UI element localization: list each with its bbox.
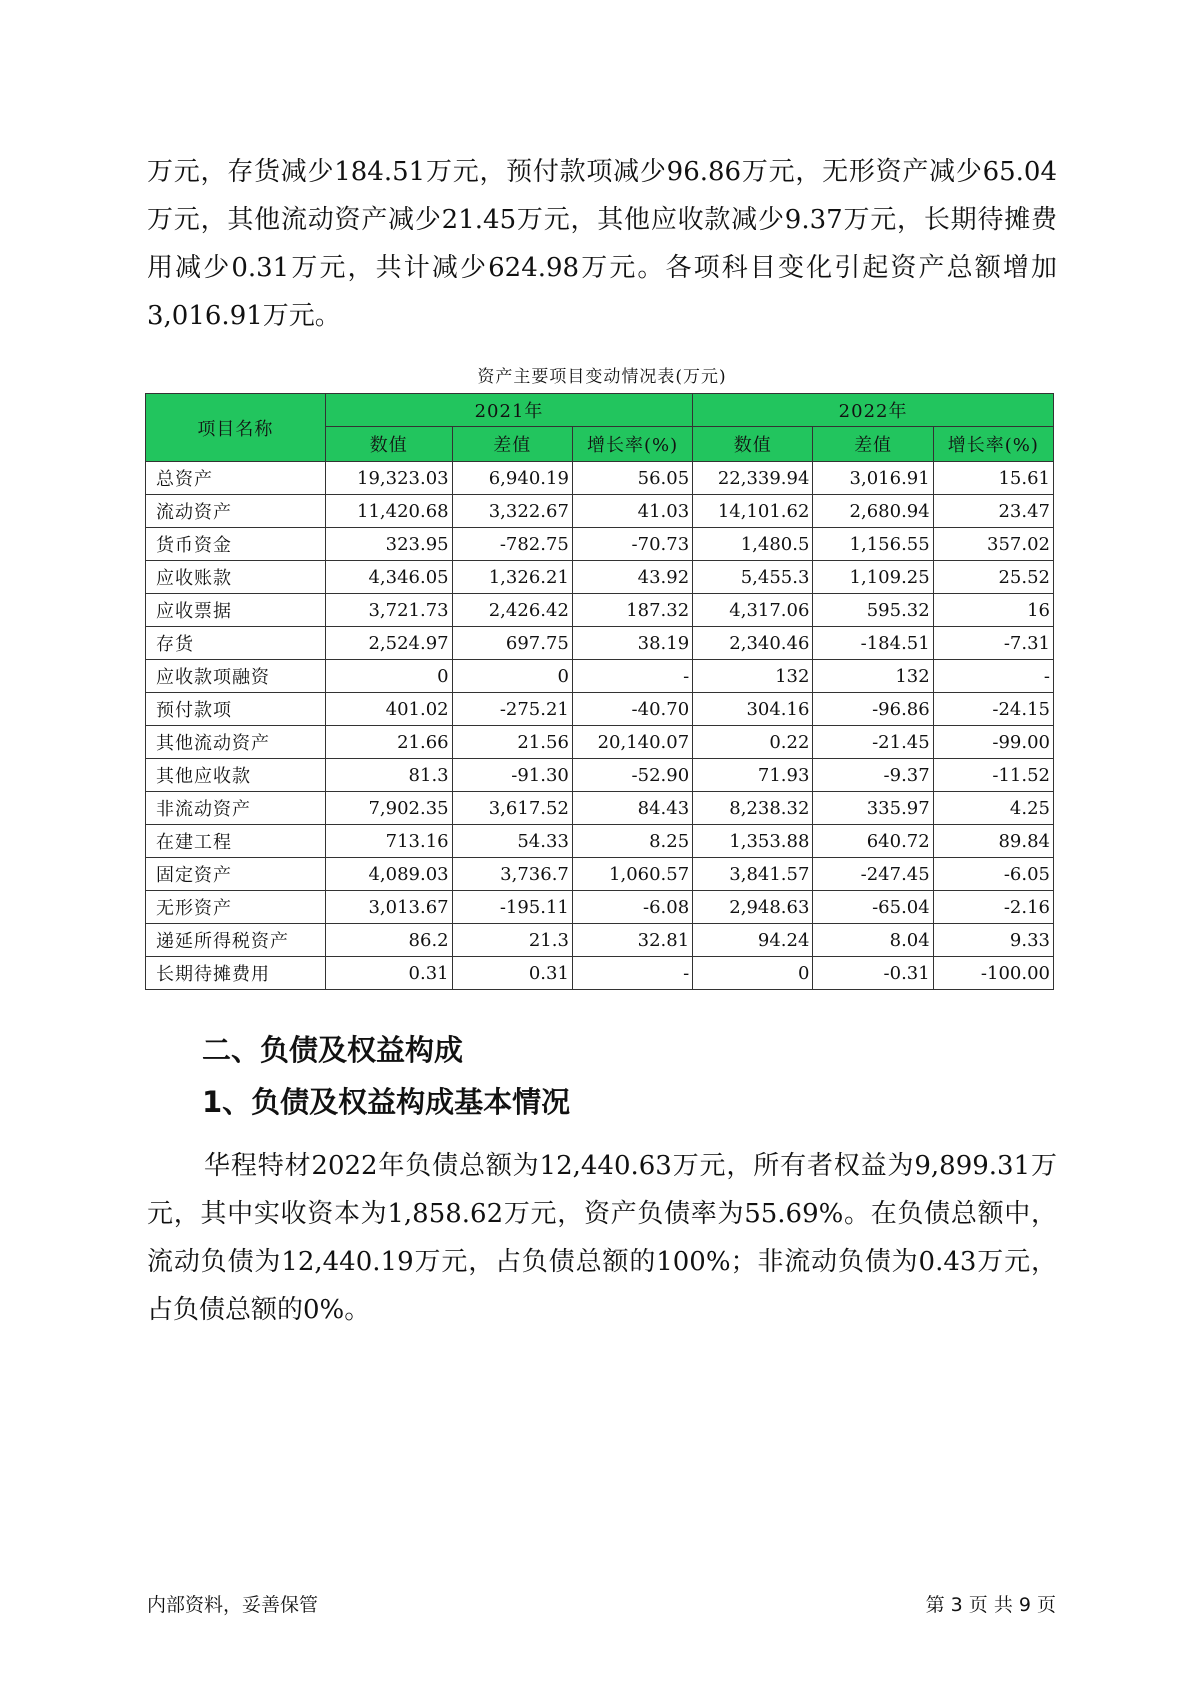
table-cell: 21.56 (452, 726, 572, 759)
table-cell: 2,524.97 (325, 627, 452, 660)
table-cell: -247.45 (813, 858, 933, 891)
row-label: 长期待摊费用 (146, 957, 326, 990)
table-cell: 1,353.88 (693, 825, 813, 858)
table-cell: -24.15 (933, 693, 1053, 726)
table-row (146, 858, 1054, 891)
table-cell: 11,420.68 (325, 495, 452, 528)
table-cell: 15.61 (933, 462, 1053, 495)
table-cell: 32.81 (572, 924, 692, 957)
paragraph-liabilities: 华程特材2022年负债总额为12,440.63万元，所有者权益为9,899.31万元，其中实收资本为1,858.62万元，资产负债率为55.69%。在负债总额中，流动负债为12,440.19万元，占负债总额的100%；非流动负债为0.43万元，占负债总额的0%。 (147, 1151, 1057, 1325)
table-cell: 9.33 (933, 924, 1053, 957)
table-cell: 1,109.25 (813, 561, 933, 594)
row-label: 其他应收款 (146, 759, 326, 792)
subheader-diff-2022: 差值 (813, 427, 933, 462)
table-cell: 4.25 (933, 792, 1053, 825)
table-row (146, 726, 1054, 759)
table-row (146, 759, 1054, 792)
table-cell: 16 (933, 594, 1053, 627)
table-cell: 81.3 (325, 759, 452, 792)
table-cell: 56.05 (572, 462, 692, 495)
table-cell: 21.3 (452, 924, 572, 957)
table-cell: 1,060.57 (572, 858, 692, 891)
table-cell: 22,339.94 (693, 462, 813, 495)
table-row (146, 495, 1054, 528)
table-cell: 2,340.46 (693, 627, 813, 660)
table-cell: -195.11 (452, 891, 572, 924)
table-cell: -6.08 (572, 891, 692, 924)
table-cell: 713.16 (325, 825, 452, 858)
table-cell: -0.31 (813, 957, 933, 990)
row-label: 其他流动资产 (146, 726, 326, 759)
table-cell: 0.22 (693, 726, 813, 759)
row-label: 非流动资产 (146, 792, 326, 825)
table-row (146, 792, 1054, 825)
table-cell: 0 (452, 660, 572, 693)
table-cell: 38.19 (572, 627, 692, 660)
table-cell: 132 (813, 660, 933, 693)
header-year-2022: 2022年 (693, 394, 1054, 427)
table-cell: -40.70 (572, 693, 692, 726)
table-cell: 3,016.91 (813, 462, 933, 495)
table-cell: 697.75 (452, 627, 572, 660)
subheader-growth-2022: 增长率(%) (933, 427, 1053, 462)
table-row (146, 660, 1054, 693)
table-cell: -91.30 (452, 759, 572, 792)
table-cell: 0 (325, 660, 452, 693)
table-row (146, 594, 1054, 627)
table-cell: 8.25 (572, 825, 692, 858)
footer-confidential-note: 内部资料，妥善保管 (147, 1594, 319, 1616)
header-year-2021: 2021年 (325, 394, 692, 427)
table-cell: 4,317.06 (693, 594, 813, 627)
table-row (146, 462, 1054, 495)
table-cell: 21.66 (325, 726, 452, 759)
footer-page-number: 第 3 页 共 9 页 (925, 1594, 1056, 1616)
section-heading-liabilities: 二、负债及权益构成 (202, 1033, 464, 1067)
table-cell: 54.33 (452, 825, 572, 858)
row-label: 固定资产 (146, 858, 326, 891)
table-cell: 43.92 (572, 561, 692, 594)
table-cell: -96.86 (813, 693, 933, 726)
table-cell: 323.95 (325, 528, 452, 561)
header-item-name: 项目名称 (146, 394, 326, 462)
row-label: 货币资金 (146, 528, 326, 561)
table-cell: -6.05 (933, 858, 1053, 891)
row-label: 无形资产 (146, 891, 326, 924)
table-cell: 3,736.7 (452, 858, 572, 891)
table-cell: - (572, 957, 692, 990)
row-label: 流动资产 (146, 495, 326, 528)
table-cell: -7.31 (933, 627, 1053, 660)
table-cell: -2.16 (933, 891, 1053, 924)
subsection-heading-basic: 1、负债及权益构成基本情况 (202, 1085, 571, 1119)
table-cell: 7,902.35 (325, 792, 452, 825)
row-label: 应收票据 (146, 594, 326, 627)
table-cell: 1,480.5 (693, 528, 813, 561)
table-row (146, 891, 1054, 924)
table-cell: -21.45 (813, 726, 933, 759)
table-cell: 86.2 (325, 924, 452, 957)
subheader-growth-2021: 增长率(%) (572, 427, 692, 462)
table-cell: 6,940.19 (452, 462, 572, 495)
table-row (146, 693, 1054, 726)
subheader-value-2022: 数值 (693, 427, 813, 462)
table-cell: 335.97 (813, 792, 933, 825)
table-cell: - (572, 660, 692, 693)
table-cell: 4,089.03 (325, 858, 452, 891)
table-caption: 资产主要项目变动情况表(万元) (477, 367, 727, 387)
table-cell: 84.43 (572, 792, 692, 825)
table-cell: 23.47 (933, 495, 1053, 528)
table-row (146, 528, 1054, 561)
row-label: 预付款项 (146, 693, 326, 726)
table-row (146, 627, 1054, 660)
table-cell: 2,948.63 (693, 891, 813, 924)
asset-change-table (145, 393, 1054, 990)
table-cell: -782.75 (452, 528, 572, 561)
row-label: 递延所得税资产 (146, 924, 326, 957)
table-cell: 1,156.55 (813, 528, 933, 561)
table-cell: -70.73 (572, 528, 692, 561)
table-cell: 5,455.3 (693, 561, 813, 594)
table-cell: 0.31 (452, 957, 572, 990)
table-cell: 3,617.52 (452, 792, 572, 825)
table-cell: 41.03 (572, 495, 692, 528)
table-cell: -9.37 (813, 759, 933, 792)
table-cell: 2,426.42 (452, 594, 572, 627)
table-row (146, 957, 1054, 990)
row-label: 总资产 (146, 462, 326, 495)
table-cell: 3,721.73 (325, 594, 452, 627)
table-cell: 20,140.07 (572, 726, 692, 759)
table-cell: 595.32 (813, 594, 933, 627)
table-cell: 8,238.32 (693, 792, 813, 825)
table-cell: 14,101.62 (693, 495, 813, 528)
table-cell: 3,013.67 (325, 891, 452, 924)
table-row (146, 561, 1054, 594)
table-cell: 187.32 (572, 594, 692, 627)
table-cell: -275.21 (452, 693, 572, 726)
table-cell: - (933, 660, 1053, 693)
paragraph-asset-decrease: 万元，存货减少184.51万元，预付款项减少96.86万元，无形资产减少65.04万元，其他流动资产减少21.45万元，其他应收款减少9.37万元，长期待摊费用减少0.31万元，共计减少624.98万元。各项科目变化引起资产总额增加3,016.91万元。 (147, 157, 1057, 331)
table-cell: 0 (693, 957, 813, 990)
table-cell: 304.16 (693, 693, 813, 726)
table-cell: 71.93 (693, 759, 813, 792)
table-cell: -99.00 (933, 726, 1053, 759)
table-cell: 2,680.94 (813, 495, 933, 528)
table-cell: 25.52 (933, 561, 1053, 594)
table-cell: 3,322.67 (452, 495, 572, 528)
table-cell: 94.24 (693, 924, 813, 957)
table-cell: 19,323.03 (325, 462, 452, 495)
table-cell: 89.84 (933, 825, 1053, 858)
table-cell: 8.04 (813, 924, 933, 957)
table-cell: -65.04 (813, 891, 933, 924)
table-cell: -100.00 (933, 957, 1053, 990)
table-row (146, 825, 1054, 858)
table-cell: 4,346.05 (325, 561, 452, 594)
table-cell: -11.52 (933, 759, 1053, 792)
table-cell: 401.02 (325, 693, 452, 726)
table-row (146, 924, 1054, 957)
table-cell: -184.51 (813, 627, 933, 660)
table-cell: 0.31 (325, 957, 452, 990)
table-cell: 3,841.57 (693, 858, 813, 891)
subheader-value-2021: 数值 (325, 427, 452, 462)
table-cell: 132 (693, 660, 813, 693)
table-cell: 1,326.21 (452, 561, 572, 594)
table-cell: 640.72 (813, 825, 933, 858)
row-label: 应收账款 (146, 561, 326, 594)
row-label: 在建工程 (146, 825, 326, 858)
subheader-diff-2021: 差值 (452, 427, 572, 462)
row-label: 存货 (146, 627, 326, 660)
table-cell: -52.90 (572, 759, 692, 792)
row-label: 应收款项融资 (146, 660, 326, 693)
table-cell: 357.02 (933, 528, 1053, 561)
